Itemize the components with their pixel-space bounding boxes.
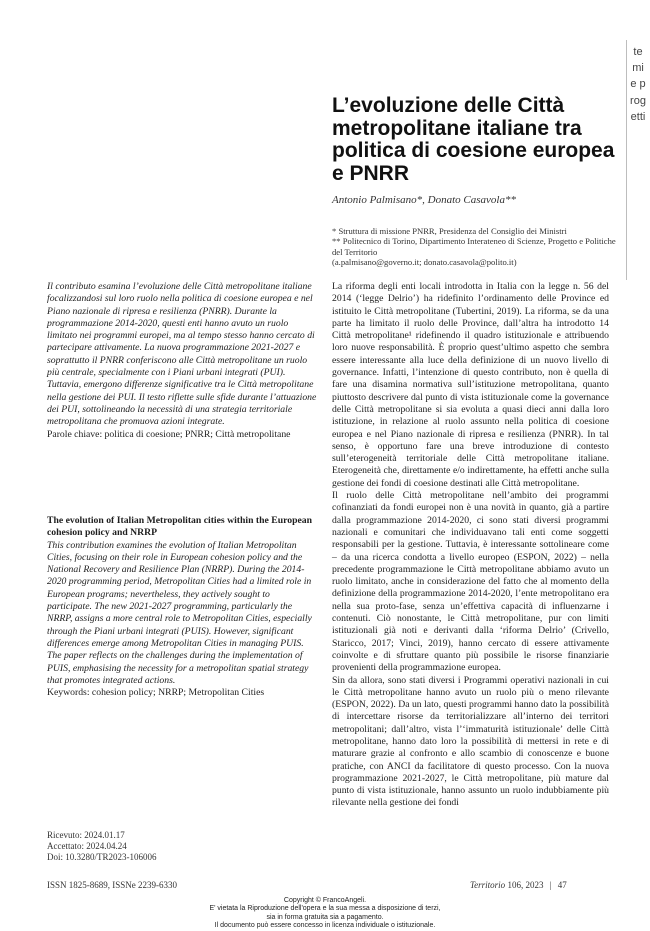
journal-issue: 106, 2023: [507, 880, 544, 890]
journal-name: Territorio: [470, 880, 506, 890]
keywords-english: Keywords: cohesion policy; NRRP; Metropolitan Cities: [47, 687, 265, 699]
footer-line: Copyright © FrancoAngeli.: [283, 897, 367, 904]
abstract-english-text: This contribution examines the evolution of Italian Metropolitan Cities, focusing on their role in European cohesion policy and the National Recovery and Resilience Plan (NRRP). During the 2014-2020 programming period, Metropolitan Cities had a limited role in European programs; nevertheless, they actively sought to participate. The new 2021-2027 programming, particularly the NRRP, assigns a more central role to Metropolitan Cities, especially through the Piani urbani integrati (PUIS). However, significant differences emerge among Metropolitan Cities in managing PUIS. The paper reflects on the challenges during the implementation of PUIS, emphasising the necessity for a metropolitan spatial strategy that promotes integrated actions.: [47, 539, 312, 686]
issn: ISSN 1825-8689, ISSNe 2239-6330: [47, 880, 178, 890]
affiliation-1: * Struttura di missione PNRR, Presidenza del Consiglio dei Ministri: [332, 226, 567, 236]
accepted-date: Accettato: 2024.04.24: [47, 840, 127, 851]
journal-separator: |: [549, 880, 552, 890]
keywords-italian: Parole chiave: politica di coesione; PNRR; Città metropolitane: [47, 428, 291, 440]
abstract-italian: [47, 281, 317, 441]
footer-line: Il documento può essere concesso in licenza individuale o istituzionale.: [214, 922, 436, 930]
section-label: temi e progetti: [630, 46, 646, 123]
doi: Doi: 10.3280/TR2023-106006: [47, 851, 157, 862]
affiliation-emails: (a.palmisano@governo.it; donato.casavola@polito.it): [332, 257, 517, 268]
copyright-footer: [0, 897, 650, 931]
body-paragraph: Sin da allora, sono stati diversi i Programmi operativi nazionali in cui le Città metropolitane hanno avuto un ruolo più o meno rilevante (ESPON, 2022). Da un lato, questi programmi hanno dato la possibilità di intercettare risorse da territorializzare all’interno dei territori metropolitani; dall’altro, vista l’‘immaturità istituzionale’ delle Città metropolitane, hanno dato loro la possibilità di mettersi in rete e di maturare grazie al confronto e allo scambio di conoscenze e buone pratiche, con ANCI da facilitatore di questo processo. Con la nuova programmazione 2021-2027, le Città metropolitane, più mature dal punto di vista istituzionale, hanno assunto un ruolo indubbiamente più rilevante nella gestione dei fondi: [332, 674, 609, 809]
abstract-italian-text: Il contributo esamina l’evoluzione delle Città metropolitane italiane focalizzandosi sul loro ruolo nella politica di coesione europea e nel Piano nazionale di ripresa e resilienza (PNRR). Durante la programmazione 2014-2020, questi enti hanno avuto un ruolo limitato nei programmi europei, ma al tempo stesso hanno cercato di partecipare attivamente. La nuova programmazione 2021-2027 e soprattutto il PNRR conferiscono alle Città metropolitane un ruolo più centrale, specialmente con i Piani urbani integrati (PUI). Tuttavia, emergono differenze significative tra le Città metropolitane nella gestione dei PUI. Il testo riflette sulle sfide durante l’attuazione dei PUI, sottolineando la necessità di una strategia territoriale metropolitana che promuova azioni integrate.: [47, 281, 317, 428]
body-paragraph: La riforma degli enti locali introdotta in Italia con la legge n. 56 del 2014 (‘legge Delrio’) ha ridefinito l’ordinamento delle Province ed istituito le Città metropolitane (Tubertini, 2019). La riforma, se da una parte ha limitato il ruolo delle Province, dall’altra ha introdotto 14 Città metropolitane¹ ridefinendo il quadro istituzionale e attribuendo loro nuove responsabilità. È proprio quest’ultimo aspetto che sembra essere interessante alla luce della definizione di un nuovo livello di governance. Infatti, l’intenzione di questo contributo, non è quella di fare una disamina normativa sull’istituzione metropolitana, quanto piuttosto descrivere dal punto di vista istituzionale come la governance delle Città metropolitane si sia evoluta a quasi dieci anni dalla loro istituzione, in relazione al ruolo assunto nella politica di coesione europea e nel Piano nazionale di ripresa e resilienza (PNRR). In tal senso, è opportuno fare una breve introduzione di contesto sull’eterogeneità territoriale delle Città metropolitane italiane. Eterogeneità che, direttamente e/o indirettamente, ha effetti anche sulla gestione dei fondi di coesione destinati alle Città metropolitane.: [332, 281, 609, 489]
article-title: L’evoluzione delle Città metropolitane italiane tra politica di coesione europea e PNRR: [332, 94, 615, 185]
footer-line: E' vietata la Riproduzione dell'opera e la sua messa a disposizione di terzi,: [209, 905, 441, 913]
affiliation-2: ** Politecnico di Torino, Dipartimento Interateneo di Scienze, Progetto e Politiche del Territorio: [332, 236, 616, 257]
article-body: [332, 281, 609, 810]
article-authors: Antonio Palmisano*, Donato Casavola**: [332, 194, 516, 206]
page-number: 47: [557, 880, 567, 890]
author-affiliations: [332, 226, 622, 268]
journal-info: [470, 880, 567, 890]
abstract-english: [47, 515, 317, 699]
received-date: Ricevuto: 2024.01.17: [47, 830, 125, 840]
submission-info: [47, 830, 157, 862]
body-paragraph: Il ruolo delle Città metropolitane nell’ambito dei programmi cofinanziati da fondi europei non è una novità in quanto, già a partire dalla programmazione 2014-2020, ci sono stati diversi programmi nazionali e comunitari che individuavano tali enti come soggetti responsabili per la gestione. Tuttavia, è interessante sottolineare come – da una ricerca condotta a livello europeo (ESPON, 2022) – nella precedente programmazione le Città metropolitane abbiamo avuto un ruolo limitato, anche in considerazione del fatto che al momento della definizione della programmazione 2014-2020, l’ente metropolitano era nella sua proto-fase, senza un’effettiva capacità di influenzarne i contenuti. Ciò nonostante, le Città metropolitane, pur con limiti istituzionali già noti e derivanti dalla ‘riforma Delrio’ (Crivello, Staricco, 2017; Vinci, 2019), hanno cercato di essere attivamente coinvolte e di sfruttare quanto più possibile le risorse finanziarie provenienti della programmazione europea.: [332, 490, 609, 674]
abstract-english-heading: The evolution of Italian Metropolitan cities within the European cohesion policy and NRRP: [47, 515, 312, 539]
footer-line: sia in forma gratuita sia a pagamento.: [266, 913, 384, 921]
